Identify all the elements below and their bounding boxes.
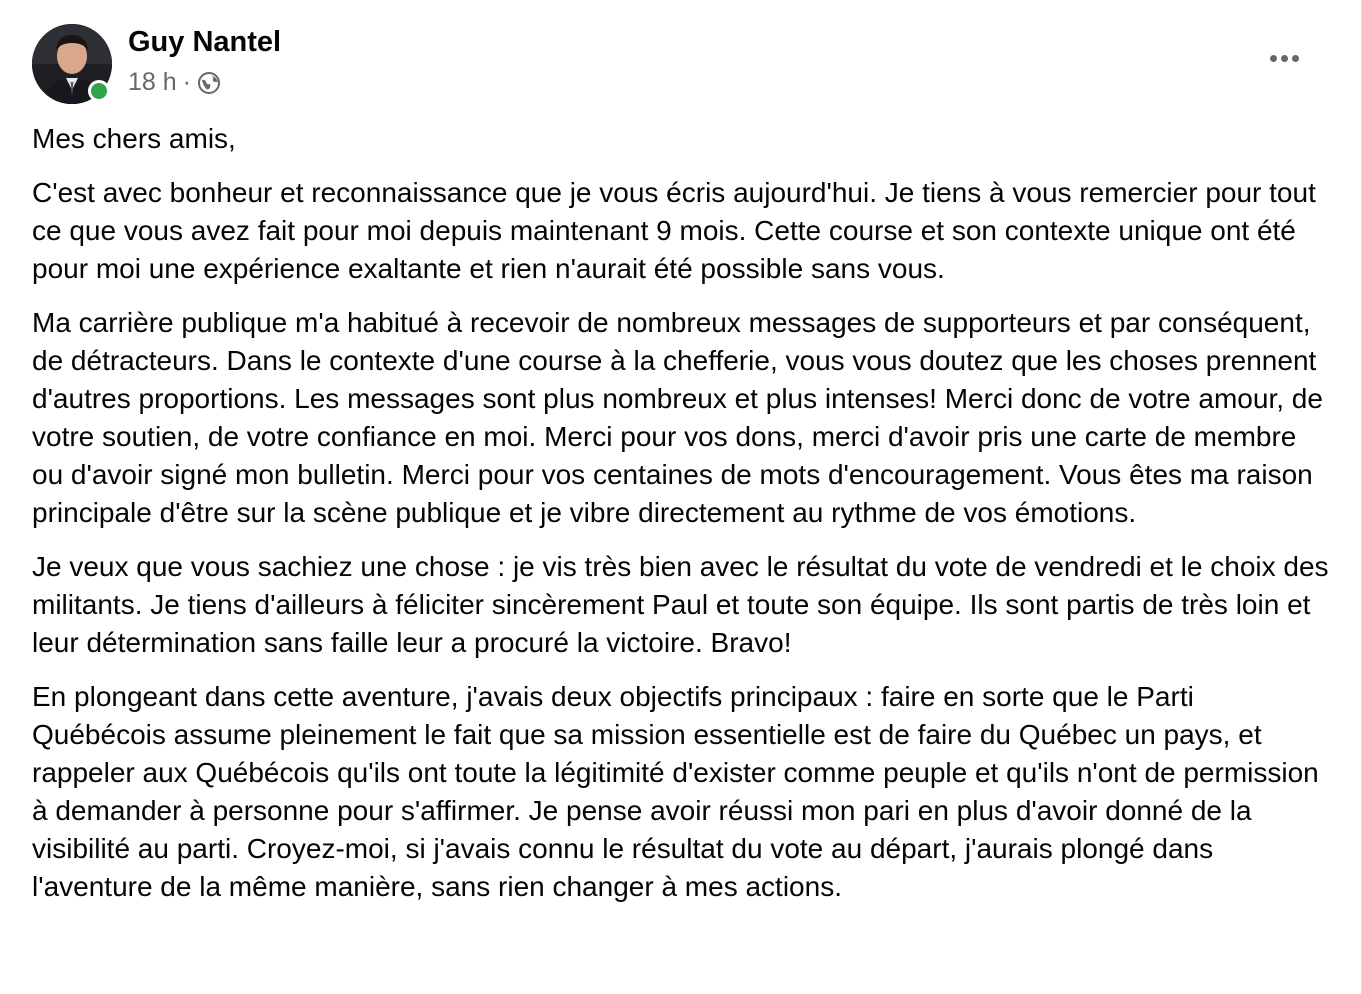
meta-separator: · bbox=[182, 68, 191, 96]
post-text bbox=[32, 120, 1332, 922]
author-name[interactable]: Guy Nantel bbox=[128, 26, 282, 58]
post-timestamp[interactable]: 18 h bbox=[128, 68, 177, 96]
more-options-icon bbox=[1270, 55, 1299, 62]
post-paragraph: Mes chers amis, bbox=[32, 123, 236, 154]
author-avatar[interactable] bbox=[32, 24, 112, 104]
post-meta bbox=[128, 68, 221, 97]
post-paragraph: Je veux que vous sachiez une chose : je vis très bien avec le résultat du vote de vendredi et le choix des militants. Je tiens d'ailleurs à féliciter sincèrement Paul et toute son équipe. Ils sont partis de très loin et leur détermination sans faille leur a procuré la victoire. Bravo! bbox=[32, 551, 1329, 658]
post-paragraph: C'est avec bonheur et reconnaissance que je vous écris aujourd'hui. Je tiens à vous remercier pour tout ce que vous avez fait pour moi depuis maintenant 9 mois. Cette course et son contexte unique ont été pour moi une expérience exaltante et rien n'aurait été possible sans vous. bbox=[32, 177, 1316, 284]
post-header bbox=[32, 24, 1332, 106]
post-paragraph: Ma carrière publique m'a habitué à recevoir de nombreux messages de supporteurs et par conséquent, de détracteurs. Dans le contexte d'une course à la chefferie, vous vous doutez que les choses prennent d'autres proportions. Les messages sont plus nombreux et plus intenses! Merci donc de votre amour, de votre soutien, de votre confiance en moi. Merci pour vos dons, merci d'avoir pris une carte de membre ou d'avoir signé mon bulletin. Merci pour vos centaines de mots d'encouragement. Vous êtes ma raison principale d'être sur la scène publique et je vibre directement au rythme de vos émotions. bbox=[32, 307, 1323, 528]
globe-icon[interactable] bbox=[197, 71, 221, 95]
more-options-button[interactable] bbox=[1260, 38, 1308, 78]
post-paragraph: En plongeant dans cette aventure, j'avais deux objectifs principaux : faire en sorte que le Parti Québécois assume pleinement le fait que sa mission essentielle est de faire du Québec un pays, et rappeler aux Québécois qu'ils ont toute la légitimité d'exister comme peuple et qu'ils n'ont de permission à demander à personne pour s'affirmer. Je pense avoir réussi mon pari en plus d'avoir donné de la visibilité au parti. Croyez-moi, si j'avais connu le résultat du vote au départ, j'aurais plongé dans l'aventure de la même manière, sans rien changer à mes actions. bbox=[32, 681, 1319, 902]
online-status-dot bbox=[88, 80, 110, 102]
